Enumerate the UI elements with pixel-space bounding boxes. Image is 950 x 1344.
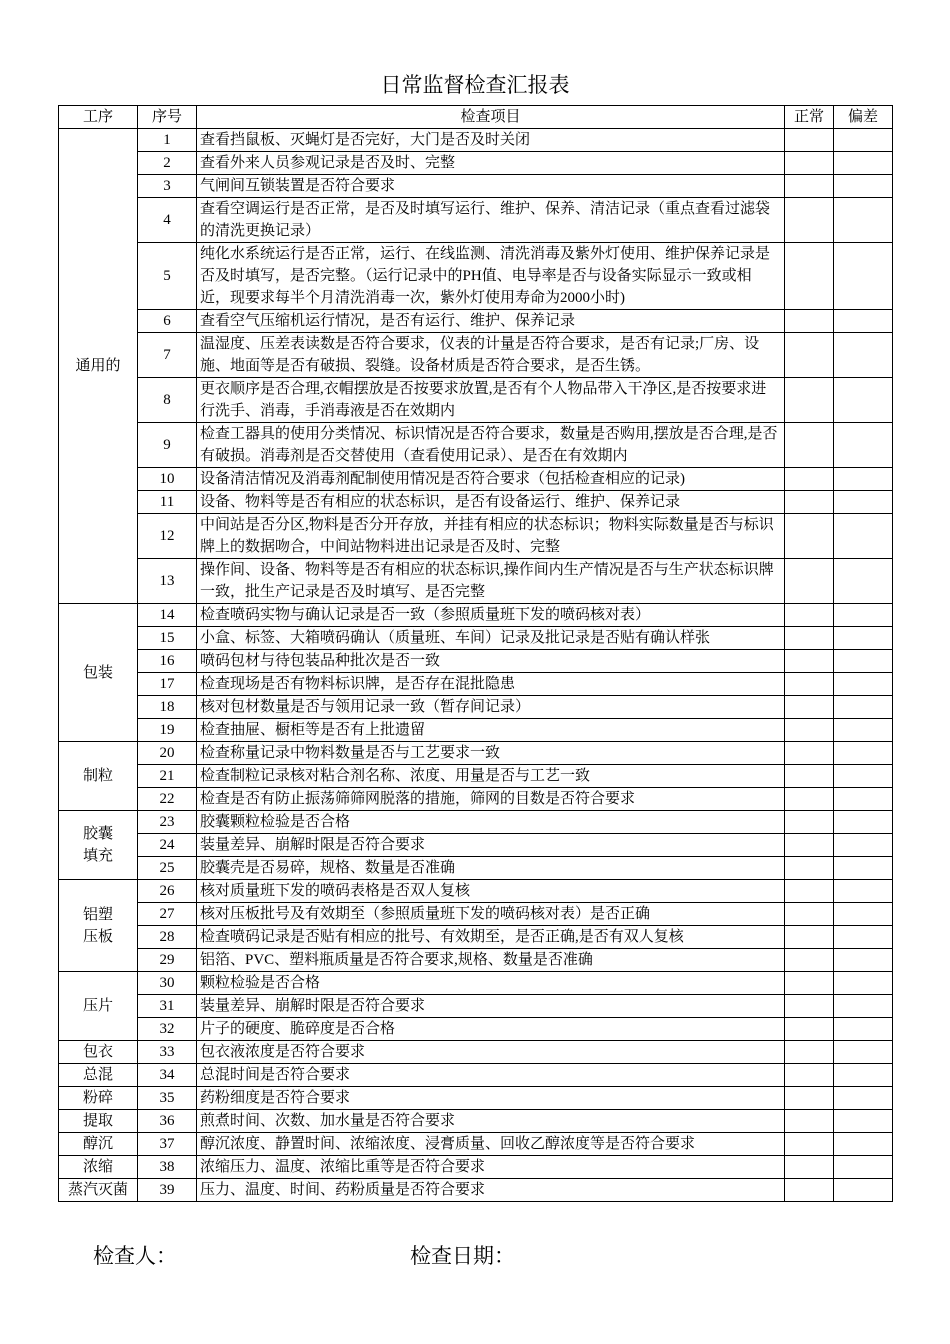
check-item-cell: 检查抽屉、橱柜等是否有上批遗留	[197, 719, 785, 742]
normal-check-cell[interactable]	[785, 811, 834, 834]
seq-cell: 10	[138, 468, 197, 491]
table-row	[59, 152, 893, 175]
deviation-check-cell[interactable]	[834, 696, 893, 719]
check-item-cell: 查看挡鼠板、灭蝇灯是否完好，大门是否及时关闭	[197, 129, 785, 152]
check-item-cell: 核对压板批号及有效期至（参照质量班下发的喷码核对表）是否正确	[197, 903, 785, 926]
normal-check-cell[interactable]	[785, 834, 834, 857]
table-row	[59, 1087, 893, 1110]
seq-cell: 1	[138, 129, 197, 152]
table-row	[59, 175, 893, 198]
table-row	[59, 378, 893, 423]
seq-cell: 33	[138, 1041, 197, 1064]
check-item-cell: 喷码包材与待包装品种批次是否一致	[197, 650, 785, 673]
check-item-cell: 查看外来人员参观记录是否及时、完整	[197, 152, 785, 175]
normal-check-cell[interactable]	[785, 696, 834, 719]
deviation-check-cell[interactable]	[834, 243, 893, 310]
normal-check-cell[interactable]	[785, 514, 834, 559]
deviation-check-cell[interactable]	[834, 949, 893, 972]
process-cell: 提取	[59, 1110, 138, 1133]
seq-cell: 28	[138, 926, 197, 949]
check-item-cell: 装量差异、崩解时限是否符合要求	[197, 834, 785, 857]
deviation-check-cell[interactable]	[834, 175, 893, 198]
process-cell: 胶囊 填充	[59, 811, 138, 880]
deviation-check-cell[interactable]	[834, 129, 893, 152]
table-row	[59, 788, 893, 811]
check-item-cell: 设备、物料等是否有相应的状态标识，是否有设备运行、维护、保养记录	[197, 491, 785, 514]
check-item-cell: 更衣顺序是否合理,衣帽摆放是否按要求放置,是否有个人物品带入干净区,是否按要求进行洗手、消毒，手消毒液是否在效期内	[197, 378, 785, 423]
deviation-check-cell[interactable]	[834, 310, 893, 333]
normal-check-cell[interactable]	[785, 765, 834, 788]
deviation-check-cell[interactable]	[834, 650, 893, 673]
table-row	[59, 834, 893, 857]
check-item-cell: 中间站是否分区,物料是否分开存放，并挂有相应的状态标识；物料实际数量是否与标识牌上的数据吻合，中间站物料进出记录是否及时、完整	[197, 514, 785, 559]
check-item-cell: 小盒、标签、大箱喷码确认（质量班、车间）记录及批记录是否贴有确认样张	[197, 627, 785, 650]
table-row	[59, 1018, 893, 1041]
deviation-check-cell[interactable]	[834, 834, 893, 857]
check-item-cell: 药粉细度是否符合要求	[197, 1087, 785, 1110]
deviation-check-cell[interactable]	[834, 152, 893, 175]
table-row	[59, 673, 893, 696]
seq-cell: 37	[138, 1133, 197, 1156]
process-cell: 粉碎	[59, 1087, 138, 1110]
normal-check-cell[interactable]	[785, 423, 834, 468]
deviation-check-cell[interactable]	[834, 1018, 893, 1041]
check-item-cell: 颗粒检验是否合格	[197, 972, 785, 995]
deviation-check-cell[interactable]	[834, 1041, 893, 1064]
normal-check-cell[interactable]	[785, 243, 834, 310]
deviation-check-cell[interactable]	[834, 719, 893, 742]
seq-cell: 8	[138, 378, 197, 423]
deviation-check-cell[interactable]	[834, 857, 893, 880]
deviation-check-cell[interactable]	[834, 972, 893, 995]
check-item-cell: 检查称量记录中物料数量是否与工艺要求一致	[197, 742, 785, 765]
seq-cell: 5	[138, 243, 197, 310]
table-row	[59, 857, 893, 880]
deviation-check-cell[interactable]	[834, 491, 893, 514]
deviation-check-cell[interactable]	[834, 1179, 893, 1202]
table-row	[59, 926, 893, 949]
page-title: 日常监督检查汇报表	[380, 73, 570, 97]
normal-check-cell[interactable]	[785, 310, 834, 333]
normal-check-cell[interactable]	[785, 1156, 834, 1179]
deviation-check-cell[interactable]	[834, 604, 893, 627]
table-row	[59, 765, 893, 788]
seq-cell: 9	[138, 423, 197, 468]
normal-check-cell[interactable]	[785, 1041, 834, 1064]
deviation-check-cell[interactable]	[834, 788, 893, 811]
normal-check-cell[interactable]	[785, 949, 834, 972]
seq-cell: 11	[138, 491, 197, 514]
normal-check-cell[interactable]	[785, 995, 834, 1018]
check-item-cell: 片子的硬度、脆碎度是否合格	[197, 1018, 785, 1041]
table-row	[59, 423, 893, 468]
table-row	[59, 468, 893, 491]
table-row	[59, 310, 893, 333]
table-row	[59, 1110, 893, 1133]
normal-check-cell[interactable]	[785, 1064, 834, 1087]
normal-check-cell[interactable]	[785, 673, 834, 696]
table-row	[59, 719, 893, 742]
normal-check-cell[interactable]	[785, 604, 834, 627]
seq-cell: 12	[138, 514, 197, 559]
process-cell: 浓缩	[59, 1156, 138, 1179]
check-item-cell: 检查工器具的使用分类情况、标识情况是否符合要求，数量是否购用,摆放是否合理,是否有破损。消毒剂是否交替使用（查看使用记录）、是否在有效期内	[197, 423, 785, 468]
seq-cell: 14	[138, 604, 197, 627]
seq-cell: 36	[138, 1110, 197, 1133]
normal-check-cell[interactable]	[785, 378, 834, 423]
header-deviation: 偏差	[834, 106, 893, 129]
table-row	[59, 1064, 893, 1087]
table-row	[59, 1156, 893, 1179]
seq-cell: 2	[138, 152, 197, 175]
table-row	[59, 604, 893, 627]
deviation-check-cell[interactable]	[834, 673, 893, 696]
check-item-cell: 检查是否有防止振荡筛筛网脱落的措施，筛网的目数是否符合要求	[197, 788, 785, 811]
check-item-cell: 查看空调运行是否正常，是否及时填写运行、维护、保养、清洁记录（重点查看过滤袋的清洗更换记录）	[197, 198, 785, 243]
deviation-check-cell[interactable]	[834, 514, 893, 559]
check-item-cell: 纯化水系统运行是否正常，运行、在线监测、清洗消毒及紫外灯使用、维护保养记录是否及时填写，是否完整。（运行记录中的PH值、电导率是否与设备实际显示一致或相近，现要求每半个月清洗消毒一次，紫外灯使用寿命为2000小时)	[197, 243, 785, 310]
table-row	[59, 1041, 893, 1064]
table-row	[59, 903, 893, 926]
check-item-cell: 胶囊壳是否易碎，规格、数量是否准确	[197, 857, 785, 880]
header-seq: 序号	[138, 106, 197, 129]
table-row	[59, 880, 893, 903]
inspector-label: 检查人：	[93, 1244, 177, 1268]
seq-cell: 21	[138, 765, 197, 788]
table-row	[59, 198, 893, 243]
process-cell: 总混	[59, 1064, 138, 1087]
normal-check-cell[interactable]	[785, 627, 834, 650]
check-item-cell: 煎煮时间、次数、加水量是否符合要求	[197, 1110, 785, 1133]
normal-check-cell[interactable]	[785, 559, 834, 604]
normal-check-cell[interactable]	[785, 857, 834, 880]
seq-cell: 32	[138, 1018, 197, 1041]
table-row	[59, 696, 893, 719]
normal-check-cell[interactable]	[785, 491, 834, 514]
table-row	[59, 129, 893, 152]
deviation-check-cell[interactable]	[834, 1156, 893, 1179]
table-row	[59, 742, 893, 765]
normal-check-cell[interactable]	[785, 1179, 834, 1202]
seq-cell: 27	[138, 903, 197, 926]
normal-check-cell[interactable]	[785, 926, 834, 949]
seq-cell: 30	[138, 972, 197, 995]
table-row	[59, 1179, 893, 1202]
normal-check-cell[interactable]	[785, 1133, 834, 1156]
normal-check-cell[interactable]	[785, 175, 834, 198]
header-row	[59, 106, 893, 129]
deviation-check-cell[interactable]	[834, 765, 893, 788]
table-row	[59, 333, 893, 378]
header-process: 工序	[59, 106, 138, 129]
check-item-cell: 检查喷码实物与确认记录是否一致（参照质量班下发的喷码核对表）	[197, 604, 785, 627]
check-item-cell: 核对包材数量是否与领用记录一致（暂存间记录）	[197, 696, 785, 719]
deviation-check-cell[interactable]	[834, 468, 893, 491]
check-item-cell: 操作间、设备、物料等是否有相应的状态标识,操作间内生产情况是否与生产状态标识牌一致，批生产记录是否及时填写、是否完整	[197, 559, 785, 604]
seq-cell: 25	[138, 857, 197, 880]
seq-cell: 15	[138, 627, 197, 650]
header-normal: 正常	[785, 106, 834, 129]
seq-cell: 6	[138, 310, 197, 333]
check-item-cell: 核对质量班下发的喷码表格是否双人复核	[197, 880, 785, 903]
seq-cell: 23	[138, 811, 197, 834]
check-item-cell: 总混时间是否符合要求	[197, 1064, 785, 1087]
deviation-check-cell[interactable]	[834, 880, 893, 903]
process-cell: 醇沉	[59, 1133, 138, 1156]
table-row	[59, 949, 893, 972]
seq-cell: 3	[138, 175, 197, 198]
deviation-check-cell[interactable]	[834, 333, 893, 378]
seq-cell: 17	[138, 673, 197, 696]
deviation-check-cell[interactable]	[834, 1110, 893, 1133]
check-item-cell: 气闸间互锁装置是否符合要求	[197, 175, 785, 198]
seq-cell: 18	[138, 696, 197, 719]
check-item-cell: 检查喷码记录是否贴有相应的批号、有效期至，是否正确,是否有双人复核	[197, 926, 785, 949]
seq-cell: 31	[138, 995, 197, 1018]
process-cell: 包衣	[59, 1041, 138, 1064]
inspection-date-label: 检查日期：	[410, 1244, 515, 1268]
process-cell: 包装	[59, 604, 138, 742]
normal-check-cell[interactable]	[785, 1087, 834, 1110]
seq-cell: 16	[138, 650, 197, 673]
deviation-check-cell[interactable]	[834, 903, 893, 926]
inspection-table	[58, 105, 893, 1202]
deviation-check-cell[interactable]	[834, 1133, 893, 1156]
table-row	[59, 650, 893, 673]
check-item-cell: 装量差异、崩解时限是否符合要求	[197, 995, 785, 1018]
process-cell: 通用的	[59, 129, 138, 604]
deviation-check-cell[interactable]	[834, 559, 893, 604]
normal-check-cell[interactable]	[785, 903, 834, 926]
deviation-check-cell[interactable]	[834, 378, 893, 423]
deviation-check-cell[interactable]	[834, 995, 893, 1018]
table-row	[59, 995, 893, 1018]
table-row	[59, 1133, 893, 1156]
check-item-cell: 浓缩压力、温度、浓缩比重等是否符合要求	[197, 1156, 785, 1179]
normal-check-cell[interactable]	[785, 152, 834, 175]
process-cell: 铝塑 压板	[59, 880, 138, 972]
table-body	[59, 129, 893, 1202]
deviation-check-cell[interactable]	[834, 811, 893, 834]
normal-check-cell[interactable]	[785, 719, 834, 742]
seq-cell: 4	[138, 198, 197, 243]
seq-cell: 24	[138, 834, 197, 857]
deviation-check-cell[interactable]	[834, 1087, 893, 1110]
check-item-cell: 查看空气压缩机运行情况，是否有运行、维护、保养记录	[197, 310, 785, 333]
table-row	[59, 972, 893, 995]
seq-cell: 22	[138, 788, 197, 811]
header-item: 检查项目	[197, 106, 785, 129]
check-item-cell: 醇沉浓度、静置时间、浓缩浓度、浸膏质量、回收乙醇浓度等是否符合要求	[197, 1133, 785, 1156]
seq-cell: 34	[138, 1064, 197, 1087]
normal-check-cell[interactable]	[785, 880, 834, 903]
normal-check-cell[interactable]	[785, 788, 834, 811]
process-cell: 压片	[59, 972, 138, 1041]
check-item-cell: 检查制粒记录核对粘合剂名称、浓度、用量是否与工艺一致	[197, 765, 785, 788]
table-row	[59, 514, 893, 559]
process-cell: 制粒	[59, 742, 138, 811]
deviation-check-cell[interactable]	[834, 198, 893, 243]
normal-check-cell[interactable]	[785, 1018, 834, 1041]
deviation-check-cell[interactable]	[834, 627, 893, 650]
table-row	[59, 491, 893, 514]
check-item-cell: 包衣液浓度是否符合要求	[197, 1041, 785, 1064]
normal-check-cell[interactable]	[785, 972, 834, 995]
seq-cell: 39	[138, 1179, 197, 1202]
seq-cell: 26	[138, 880, 197, 903]
check-item-cell: 压力、温度、时间、药粉质量是否符合要求	[197, 1179, 785, 1202]
check-item-cell: 设备清洁情况及消毒剂配制使用情况是否符合要求（包括检查相应的记录)	[197, 468, 785, 491]
normal-check-cell[interactable]	[785, 650, 834, 673]
check-item-cell: 温湿度、压差表读数是否符合要求，仪表的计量是否符合要求，是否有记录;厂房、设施、地面等是否有破损、裂缝。设备材质是否符合要求，是否生锈。	[197, 333, 785, 378]
normal-check-cell[interactable]	[785, 333, 834, 378]
deviation-check-cell[interactable]	[834, 423, 893, 468]
deviation-check-cell[interactable]	[834, 1064, 893, 1087]
process-cell: 蒸汽灭菌	[59, 1179, 138, 1202]
table-row	[59, 811, 893, 834]
normal-check-cell[interactable]	[785, 742, 834, 765]
seq-cell: 20	[138, 742, 197, 765]
deviation-check-cell[interactable]	[834, 926, 893, 949]
seq-cell: 13	[138, 559, 197, 604]
deviation-check-cell[interactable]	[834, 742, 893, 765]
seq-cell: 29	[138, 949, 197, 972]
seq-cell: 19	[138, 719, 197, 742]
table-row	[59, 559, 893, 604]
check-item-cell: 胶囊颗粒检验是否合格	[197, 811, 785, 834]
normal-check-cell[interactable]	[785, 468, 834, 491]
check-item-cell: 铝箔、PVC、塑料瓶质量是否符合要求,规格、数量是否准确	[197, 949, 785, 972]
normal-check-cell[interactable]	[785, 129, 834, 152]
seq-cell: 7	[138, 333, 197, 378]
seq-cell: 35	[138, 1087, 197, 1110]
check-item-cell: 检查现场是否有物料标识牌，是否存在混批隐患	[197, 673, 785, 696]
table-row	[59, 627, 893, 650]
normal-check-cell[interactable]	[785, 1110, 834, 1133]
table-row	[59, 243, 893, 310]
normal-check-cell[interactable]	[785, 198, 834, 243]
seq-cell: 38	[138, 1156, 197, 1179]
